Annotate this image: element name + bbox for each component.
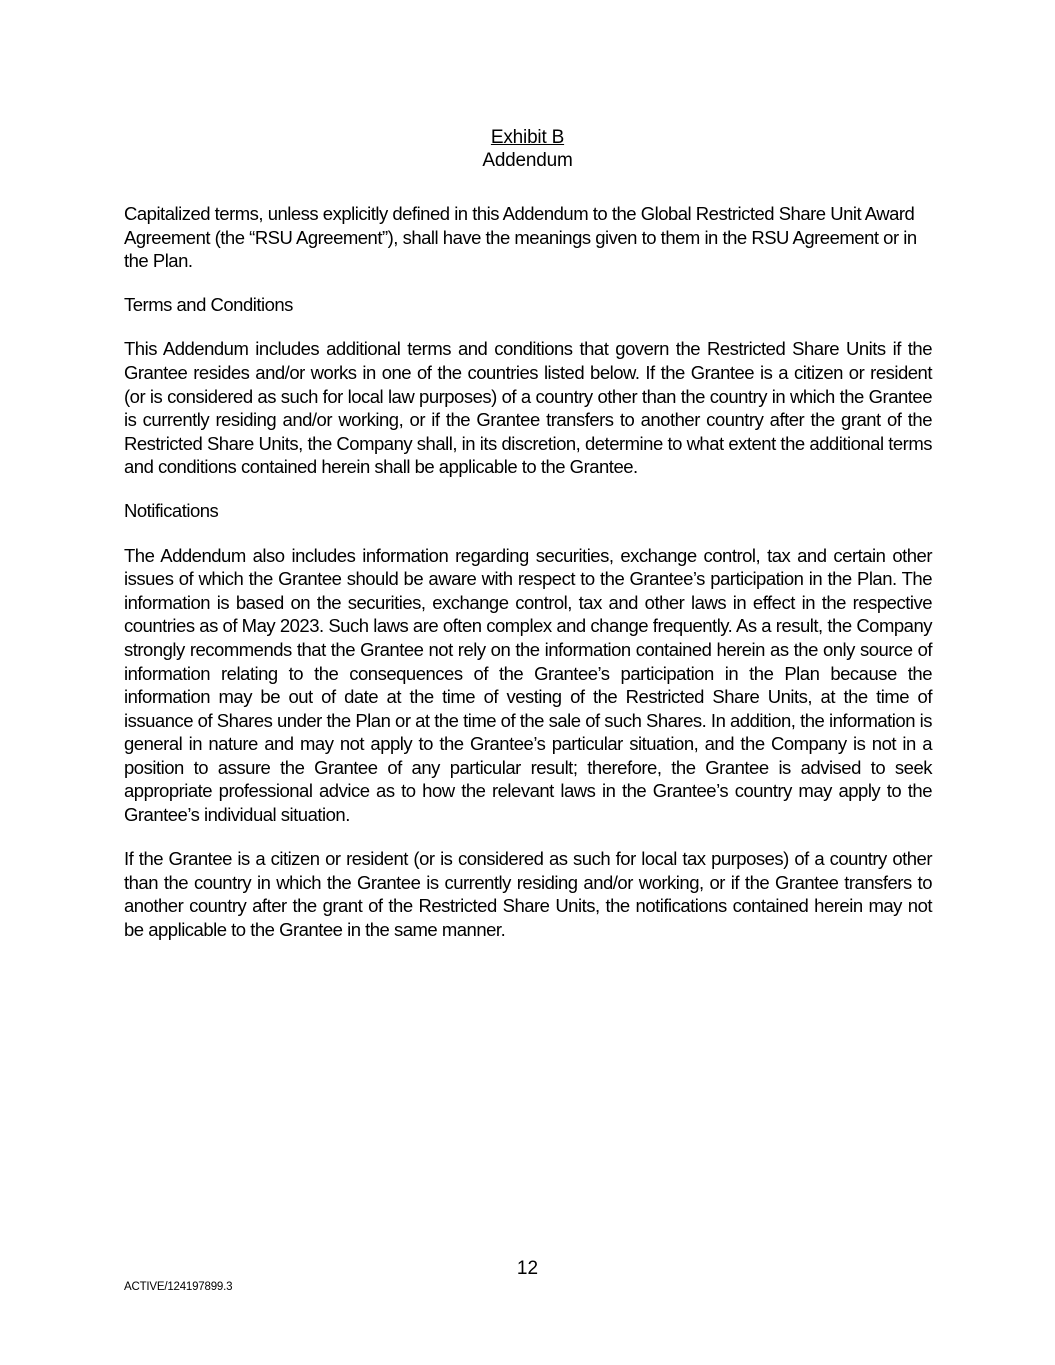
exhibit-title: Exhibit B xyxy=(490,127,565,148)
notifications-heading: Notifications xyxy=(124,500,219,522)
citizen-paragraph: If the Grantee is a citizen or resident (or is considered as such for local tax purposes) of a country other than the country in which the Grantee is currently residing and/or working, or if the Grantee transfers to another country after the grant of the Restricted Share Units, the notifications contained herein may not be applicable to the Grantee in the same manner. xyxy=(124,848,932,940)
exhibit-subtitle: Addendum xyxy=(482,150,573,171)
terms-paragraph: This Addendum includes additional terms and conditions that govern the Restricted Share Units if the Grantee resides and/or works in one of the countries listed below. If the Grantee is a citizen or resident (or is considered as such for local law purposes) of a country other than the country in which the Grantee is currently residing and/or working, or if the Grantee transfers to another country after the grant of the Restricted Share Units, the Company shall, in its discretion, determine to what extent the additional terms and conditions contained herein shall be applicable to the Grantee. xyxy=(124,338,932,478)
notifications-paragraph: The Addendum also includes information regarding securities, exchange control, tax and certain other issues of which the Grantee should be aware with respect to the Grantee’s participation in the Plan. The information is based on the securities, exchange control, tax and other laws in effect in the respective countries as of May 2023. Such laws are often complex and change frequently. As a result, the Company strongly recommends that the Grantee not rely on the information contained herein as the only source of information relating to the consequences of the Grantee’s participation in the Plan because the information may be out of date at the time of vesting of the Restricted Share Units, at the time of issuance of Shares under the Plan or at the time of the sale of such Shares. In addition, the information is general in nature and may not apply to the Grantee’s particular situation, and the Company is not in a position to assure the Grantee of any particular result; therefore, the Grantee is advised to seek appropriate professional advice as to how the relevant laws in the Grantee’s country may apply to the Grantee’s individual situation. xyxy=(124,544,932,826)
terms-heading: Terms and Conditions xyxy=(124,294,293,316)
intro-paragraph: Capitalized terms, unless explicitly defined in this Addendum to the Global Restricted Share Unit Award Agreement (the “RSU Agreement”), shall have the meanings given to them in the RSU Agreement or in the Plan. xyxy=(124,203,917,272)
page-number: 12 xyxy=(516,1258,539,1279)
exhibit-header xyxy=(0,126,1055,172)
document-id: ACTIVE/124197899.3 xyxy=(124,1281,233,1293)
document-body xyxy=(124,202,932,962)
